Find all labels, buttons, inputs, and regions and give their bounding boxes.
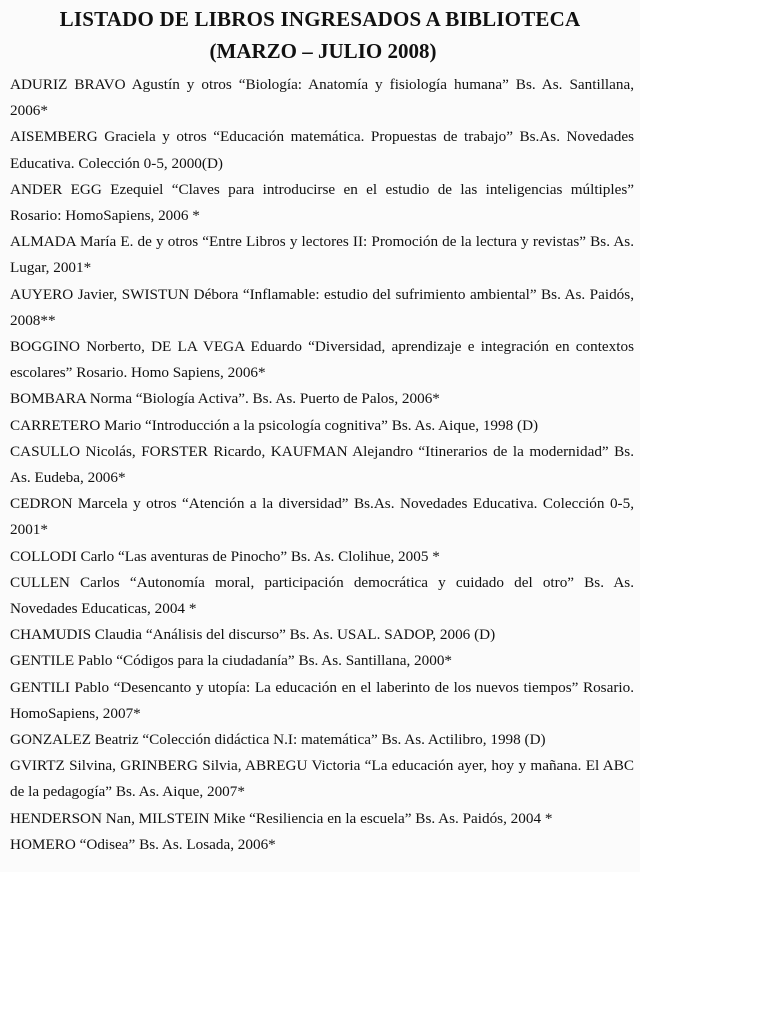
- book-entry: AISEMBERG Graciela y otros “Educación matemática. Propuestas de trabajo” Bs.As. Novedades Educativa. Colección 0-5, 2000(D): [10, 128, 634, 172]
- book-entry: BOMBARA Norma “Biología Activa”. Bs. As. Puerto de Palos, 2006*: [10, 390, 440, 408]
- document-subtitle: (MARZO – JULIO 2008): [209, 39, 437, 63]
- book-entry: HENDERSON Nan, MILSTEIN Mike “Resiliencia en la escuela” Bs. As. Paidós, 2004 *: [10, 809, 553, 827]
- book-entry: BOGGINO Norberto, DE LA VEGA Eduardo “Diversidad, aprendizaje e integración en contextos escolares” Rosario. Homo Sapiens, 2006*: [10, 338, 634, 382]
- book-entry: GONZALEZ Beatriz “Colección didáctica N.I: matemática” Bs. As. Actilibro, 1998 (D): [10, 731, 546, 749]
- book-entry: GENTILE Pablo “Códigos para la ciudadanía” Bs. As. Santillana, 2000*: [10, 652, 453, 670]
- document-title: LISTADO DE LIBROS INGRESADOS A BIBLIOTECA: [59, 7, 581, 31]
- book-entry: ALMADA María E. de y otros “Entre Libros y lectores II: Promoción de la lectura y revistas” Bs. As. Lugar, 2001*: [10, 233, 634, 277]
- book-entry: CEDRON Marcela y otros “Atención a la diversidad” Bs.As. Novedades Educativa. Colección 0-5, 2001*: [10, 495, 634, 539]
- book-list: [10, 72, 634, 858]
- book-entry: CHAMUDIS Claudia “Análisis del discurso” Bs. As. USAL. SADOP, 2006 (D): [10, 626, 496, 644]
- book-entry: ADURIZ BRAVO Agustín y otros “Biología: Anatomía y fisiología humana” Bs. As. Santillana, 2006*: [10, 76, 634, 120]
- book-entry: COLLODI Carlo “Las aventuras de Pinocho” Bs. As. Clolihue, 2005 *: [10, 547, 440, 565]
- book-entry: CULLEN Carlos “Autonomía moral, participación democrática y cuidado del otro” Bs. As. Novedades Educaticas, 2004 *: [10, 573, 634, 618]
- book-entry: AUYERO Javier, SWISTUN Débora “Inflamable: estudio del sufrimiento ambiental” Bs. As. Paidós, 2008**: [10, 285, 634, 329]
- book-entry: HOMERO “Odisea” Bs. As. Losada, 2006*: [10, 835, 276, 853]
- book-entry: GENTILI Pablo “Desencanto y utopía: La educación en el laberinto de los nuevos tiempos” Rosario. HomoSapiens, 2007*: [10, 678, 634, 722]
- book-entry: ANDER EGG Ezequiel “Claves para introducirse en el estudio de las inteligencias múltiples” Rosario: HomoSapiens, 2006 *: [10, 180, 634, 225]
- book-entry: GVIRTZ Silvina, GRINBERG Silvia, ABREGU Victoria “La educación ayer, hoy y mañana. El ABC de la pedagogía” Bs. As. Aique, 2007*: [10, 757, 634, 801]
- book-entry: CARRETERO Mario “Introducción a la psicología cognitiva” Bs. As. Aique, 1998 (D): [10, 416, 539, 434]
- book-entry: CASULLO Nicolás, FORSTER Ricardo, KAUFMAN Alejandro “Itinerarios de la modernidad” Bs. As. Eudeba, 2006*: [10, 442, 634, 487]
